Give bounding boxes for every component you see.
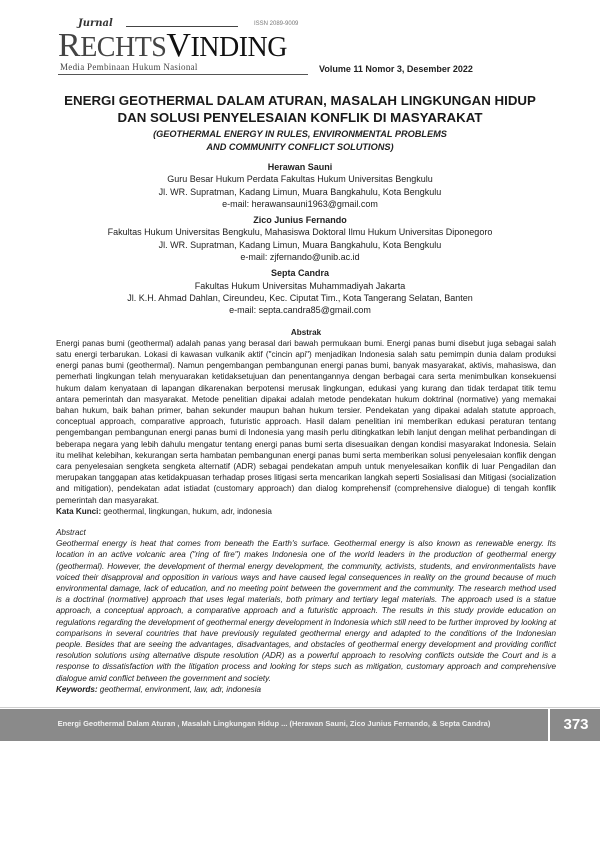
abstract-body: Geothermal energy is heat that comes from beneath the Earth's surface. Geothermal energy is also known as renewable energy. Its location in an active volcanic area ("ring of fire") makes Indonesia one of the world leaders in the production of geothermal energy (geothermal). However, the development of thermal energy development, the community, activists, students, and environmentalists have voiced their disapproval and opposition in various ways and have caused legal consequences in reality on the ground because of much environmental damage, lack of education, and no meeting point between the government and the community. The research method used is a doctrinal (normative) approach that uses legal materials, both primary and tertiary legal materials. The approach used is a statue approach, a conceptual approach, a comparative approach and a futuristic approach. The results in this study provide education on regulations regarding the development of geothermal energy development in Indonesia which still need to be further improved by looking at comparisons in several countries that have previously regulated geothermal energy and adapted to the conditions of the Indonesian people. Besides that are seeing the advantages, disadvantages, and obstacles of geothermal energy development and providing conflict resolution solutions using alternative dispute resolution (ADR) as a powerful approach to resolving conflicts outside the Court and is a response to dissatisfaction with the litigation process and looking for steps such as mitigation, customary approach and comprehensive dialogue amid conflict between the government and society.	[56, 539, 556, 683]
author-address: Jl. WR. Supratman, Kadang Limun, Muara Bangkahulu, Kota Bengkulu	[158, 186, 442, 197]
author-block	[20, 214, 580, 263]
keywords-text: geothermal, environment, law, adr, indonesia	[97, 684, 262, 694]
author-name: Septa Candra	[270, 268, 330, 279]
journal-logo-title	[58, 27, 287, 64]
masthead-rule	[58, 74, 308, 75]
author-affiliation: Fakultas Hukum Universitas Bengkulu, Mahasiswa Doktoral Ilmu Hukum Universitas Diponegoro	[107, 227, 493, 238]
paper-title	[20, 92, 580, 126]
title-line-1: ENERGI GEOTHERMAL DALAM ATURAN, MASALAH LINGKUNGAN HIDUP	[64, 93, 536, 108]
issn: ISSN 2089-9009	[254, 21, 299, 27]
author-block	[20, 161, 580, 210]
author-email[interactable]: e-mail: zjfernando@unib.ac.id	[240, 252, 360, 263]
kata-kunci	[56, 506, 556, 517]
journal-logo-jurnal: Jurnal	[78, 18, 113, 29]
paper-title-english	[20, 128, 580, 153]
author-address: Jl. K.H. Ahmad Dahlan, Cireundeu, Kec. Ciputat Tim., Kota Tangerang Selatan, Banten	[127, 292, 473, 303]
author-address: Jl. WR. Supratman, Kadang Limun, Muara Bangkahulu, Kota Bengkulu	[158, 239, 442, 250]
abstrak-heading: Abstrak	[290, 327, 322, 337]
running-title: Energi Geothermal Dalam Aturan , Masalah Lingkungan Hidup ... (Herawan Sauni, Zico Junius Fernando, & Septa Candra)	[57, 719, 491, 729]
logo-letters-inding: INDING	[190, 32, 287, 63]
title-line-2: DAN SOLUSI PENYELESAIAN KONFLIK DI MASYARAKAT	[117, 110, 483, 125]
keywords-label: Keywords:	[56, 684, 98, 694]
author-email[interactable]: e-mail: herawansauni1963@gmail.com	[222, 198, 378, 209]
keywords	[56, 684, 556, 695]
kata-kunci-label: Kata Kunci:	[56, 506, 102, 516]
abstract-section	[56, 527, 556, 695]
logo-letters-echts: ECHTS	[80, 32, 167, 63]
title-en-line-2: AND COMMUNITY CONFLICT SOLUTIONS)	[206, 141, 394, 152]
footer-divider	[548, 709, 550, 741]
author-list	[20, 161, 580, 317]
author-name: Zico Junius Fernando	[253, 215, 347, 226]
page-number: 373	[563, 716, 589, 734]
abstract-heading: Abstract	[56, 528, 86, 538]
volume-info: Volume 11 Nomor 3, Desember 2022	[319, 64, 473, 74]
author-block	[20, 267, 580, 316]
abstrak-section	[56, 327, 556, 517]
title-en-line-1: (GEOTHERMAL ENERGY IN RULES, ENVIRONMENTAL PROBLEMS	[153, 129, 447, 139]
page-header	[0, 0, 600, 84]
logo-letter-r: R	[58, 27, 81, 64]
kata-kunci-text: geothermal, lingkungan, hukum, adr, indonesia	[101, 506, 272, 516]
author-affiliation: Guru Besar Hukum Perdata Fakultas Hukum Universitas Bengkulu	[167, 174, 433, 185]
footer-rule	[0, 707, 600, 741]
author-affiliation: Fakultas Hukum Universitas Muhammadiyah Jakarta	[194, 280, 406, 291]
author-name: Herawan Sauni	[267, 162, 333, 172]
logo-letter-v: V	[166, 27, 191, 64]
page-footer	[0, 709, 600, 741]
author-email[interactable]: e-mail: septa.candra85@gmail.com	[229, 305, 371, 316]
abstrak-body: Energi panas bumi (geothermal) adalah panas yang berasal dari bawah permukaan bumi. Energi panas bumi disebut juga sebagai salah satu energi terbarukan. Lokasi di kawasan vulkanik aktif ("cincin api") menjadikan Indonesia salah satu pemimpin dunia dalam produksi energi panas bumi (geothermal). Namun pengembangan pembangunan energi panas bumi, banyak masyarakat, aktivis, mahasiswa, dan pemerhati lingkungan telah menyuarakan ketidaksetujuan dan penentangannya dengan berbagai cara serta menimbulkan konsekuensi hukum dalam kenyataan di lapangan dikarenakan berpotensi merusak lingkungan, edukasi yang kurang dan tidak terdapat titik temu antara pemerintah dan masyarakat. Metode penelitian dipakai adalah metode pendekatan hukum doktrinal (normative) yang memakai bahan hukum, baik bahan primer, bahan sekunder maupun bahan hukum tersier. Pendekatan yang dipakai adalah statute approach, conceptual approach, comparative approach, futuristic approach. Hasil dalam penelitian ini memberikan edukasi peraturan tentang pengembangan pembangunan energi panas bumi di Indonesia yang masih perlu ditingkatkan lebih lanjut dengan melihat perbandingan di beberapa negara yang lebih dahulu mengatur tentang energi panas bumi serta disesuaikan dengan kondisi masyarakat Indonesia. Selain itu melihat kelebihan, kekurangan serta hambatan pembangunan energi panas bumi serta memberikan solusi penyelesaian konflik dengan cara penyelesaian sengketa sengketa alternatif (ADR) sebagai pendekatan ampuh untuk menyelesaikan konflik di luar Pengadilan dan merupakan tanggapan atas ketidakpuasan terhadap proses litigasi serta mencarikan langkah seperti Sosialisasi dan Mitigasi (socialization and mitigation), pendekatan adat istiadat (customary approach) dan dialog komprehensif (comprehensive dialogue) di tengah konflik pemerintah dan masyarakat.	[56, 338, 556, 505]
journal-masthead	[58, 18, 308, 76]
journal-subtitle: Media Pembinaan Hukum Nasional	[60, 62, 198, 72]
